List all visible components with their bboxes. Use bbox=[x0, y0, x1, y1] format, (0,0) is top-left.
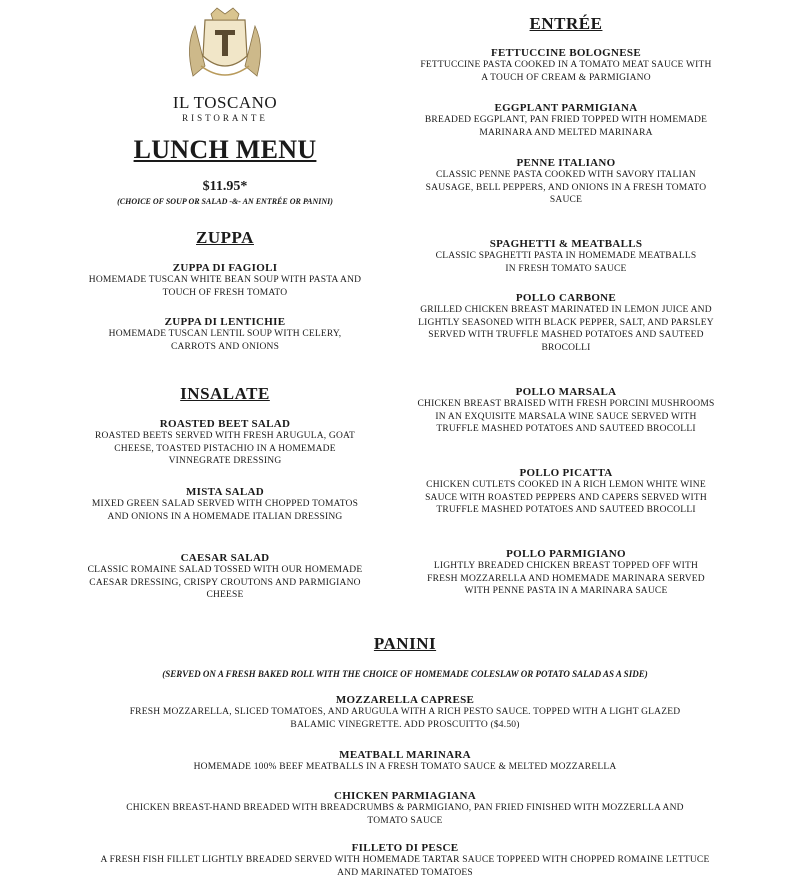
item-desc: ROASTED BEETS SERVED WITH FRESH ARUGULA, GOAT CHEESE, TOASTED PISTACHIO IN A HOMEMADE VINNEGRATE DRESSING bbox=[94, 431, 356, 466]
menu-item bbox=[80, 694, 730, 731]
item-desc: FETTUCCINE PASTA COOKED IN A TOMATO MEAT SAUCE WITH A TOUCH OF CREAM & PARMIGIANO bbox=[420, 60, 712, 83]
item-name: PENNE ITALIANO bbox=[516, 157, 616, 169]
menu-item bbox=[410, 548, 722, 598]
item-desc: HOMEMADE TUSCAN LENTIL SOUP WITH CELERY, CARROTS AND ONIONS bbox=[108, 329, 342, 352]
item-name: FILLETO DI PESCE bbox=[351, 842, 459, 854]
item-name: MOZZARELLA CAPRESE bbox=[335, 694, 475, 706]
restaurant-subtitle: RISTORANTE bbox=[182, 113, 268, 123]
item-name: MEATBALL MARINARA bbox=[339, 749, 471, 761]
item-desc: CHICKEN BREAST-HAND BREADED WITH BREADCRUMBS & PARMIGIANO, PAN FRIED FINISHED WITH MOZZERLLA AND TOMATO SAUCE bbox=[126, 803, 684, 826]
menu-item bbox=[410, 386, 722, 436]
item-desc: HOMEMADE 100% BEEF MEATBALLS IN A FRESH TOMATO SAUCE & MELTED MOZZARELLA bbox=[193, 762, 617, 772]
left-column bbox=[80, 0, 370, 600]
menu-item bbox=[410, 292, 722, 354]
menu-item bbox=[80, 749, 730, 774]
item-desc: HOMEMADE TUSCAN WHITE BEAN SOUP WITH PASTA AND TOUCH OF FRESH TOMATO bbox=[88, 275, 362, 298]
menu-item bbox=[80, 418, 370, 468]
item-name: CAESAR SALAD bbox=[180, 552, 270, 564]
menu-item bbox=[410, 238, 722, 275]
section-title-panini: PANINI bbox=[373, 634, 437, 653]
menu-item bbox=[80, 552, 370, 602]
item-desc: MIXED GREEN SALAD SERVED WITH CHOPPED TOMATOS AND ONIONS IN A HOMEMADE ITALIAN DRESSING bbox=[91, 499, 359, 522]
section-title-insalate: INSALATE bbox=[180, 384, 270, 403]
item-desc: CLASSIC ROMAINE SALAD TOSSED WITH OUR HOMEMADE CAESAR DRESSING, CRISPY CROUTONS AND PARMIGIANO CHEESE bbox=[87, 565, 363, 600]
menu-item bbox=[80, 316, 370, 353]
restaurant-logo bbox=[165, 6, 285, 91]
item-name: ZUPPA DI LENTICHIE bbox=[164, 316, 286, 328]
item-desc: BREADED EGGPLANT, PAN FRIED TOPPED WITH HOMEMADE MARINARA AND MELTED MARINARA bbox=[424, 115, 708, 138]
menu-item bbox=[80, 262, 370, 299]
item-name: SPAGHETTI & MEATBALLS bbox=[489, 238, 643, 250]
item-desc: A FRESH FISH FILLET LIGHTLY BREADED SERVED WITH HOMEMADE TARTAR SAUCE TOPPEED WITH CHOPPED ROMAINE LETTUCE AND MARINATED TOMATOES bbox=[100, 855, 710, 878]
menu-item bbox=[410, 467, 722, 517]
item-name: CHICKEN PARMIAGIANA bbox=[333, 790, 477, 802]
item-desc: FRESH MOZZARELLA, SLICED TOMATOES, AND ARUGULA WITH A RICH PESTO SAUCE. TOPPED WITH A LIGHT GLAZED BALAMIC VINEGRETTE. ADD PROSCUITTO ($4.50) bbox=[129, 707, 681, 730]
section-title-zuppa: ZUPPA bbox=[196, 228, 254, 247]
item-name: EGGPLANT PARMIGIANA bbox=[494, 102, 638, 114]
crest-icon bbox=[165, 6, 285, 86]
menu-item bbox=[80, 790, 730, 827]
menu-price: $11.95* bbox=[202, 179, 248, 194]
item-name: POLLO MARSALA bbox=[515, 386, 617, 398]
item-desc: CLASSIC PENNE PASTA COOKED WITH SAVORY ITALIAN SAUSAGE, BELL PEPPERS, AND ONIONS IN A FRESH TOMATO SAUCE bbox=[425, 170, 707, 205]
item-desc: CLASSIC SPAGHETTI PASTA IN HOMEMADE MEATBALLS IN FRESH TOMATO SAUCE bbox=[435, 251, 697, 274]
panini-note: (SERVED ON A FRESH BAKED ROLL WITH THE CHOICE OF HOMEMADE COLESLAW OR POTATO SALAD AS A SIDE) bbox=[162, 669, 648, 679]
section-title-entree: ENTRÉE bbox=[529, 14, 603, 33]
menu-item bbox=[80, 842, 730, 879]
item-desc: LIGHTLY BREADED CHICKEN BREAST TOPPED OFF WITH FRESH MOZZARELLA AND HOMEMADE MARINARA SERVED WITH PENNE PASTA IN A MARINARA SAUCE bbox=[427, 561, 705, 596]
item-name: POLLO PICATTA bbox=[519, 467, 613, 479]
item-desc: GRILLED CHICKEN BREAST MARINATED IN LEMON JUICE AND LIGHTLY SEASONED WITH BLACK PEPPER, SALT, AND PARSLEY SERVED WITH TRUFFLE MASHED POTATOES AND SAUTEED BROCOLLI bbox=[418, 305, 714, 353]
item-name: ZUPPA DI FAGIOLI bbox=[172, 262, 278, 274]
menu-item bbox=[410, 102, 722, 139]
item-name: MISTA SALAD bbox=[186, 486, 264, 498]
item-name: POLLO CARBONE bbox=[515, 292, 617, 304]
item-name: POLLO PARMIGIANO bbox=[506, 548, 626, 560]
menu-item bbox=[410, 157, 722, 207]
menu-title: LUNCH MENU bbox=[133, 135, 317, 164]
item-name: FETTUCCINE BOLOGNESE bbox=[491, 47, 641, 59]
menu-item bbox=[410, 47, 722, 84]
restaurant-name: IL TOSCANO bbox=[172, 93, 278, 112]
menu-item bbox=[80, 486, 370, 523]
item-name: ROASTED BEET SALAD bbox=[159, 418, 291, 430]
item-desc: CHICKEN BREAST BRAISED WITH FRESH PORCINI MUSHROOMS IN AN EXQUISITE MARSALA WINE SAUCE SERVED WITH TRUFFLE MASHED POTATOES AND SAUTEED BROCOLLI bbox=[417, 399, 715, 434]
item-desc: CHICKEN CUTLETS COOKED IN A RICH LEMON WHITE WINE SAUCE WITH ROASTED PEPPERS AND CAPERS SERVED WITH TRUFFLE MASHED POTATOES AND SAUTEED BROCOLLI bbox=[425, 480, 707, 515]
price-note: (CHOICE OF SOUP OR SALAD -&- AN ENTRÉE OR PANINI) bbox=[117, 197, 333, 206]
